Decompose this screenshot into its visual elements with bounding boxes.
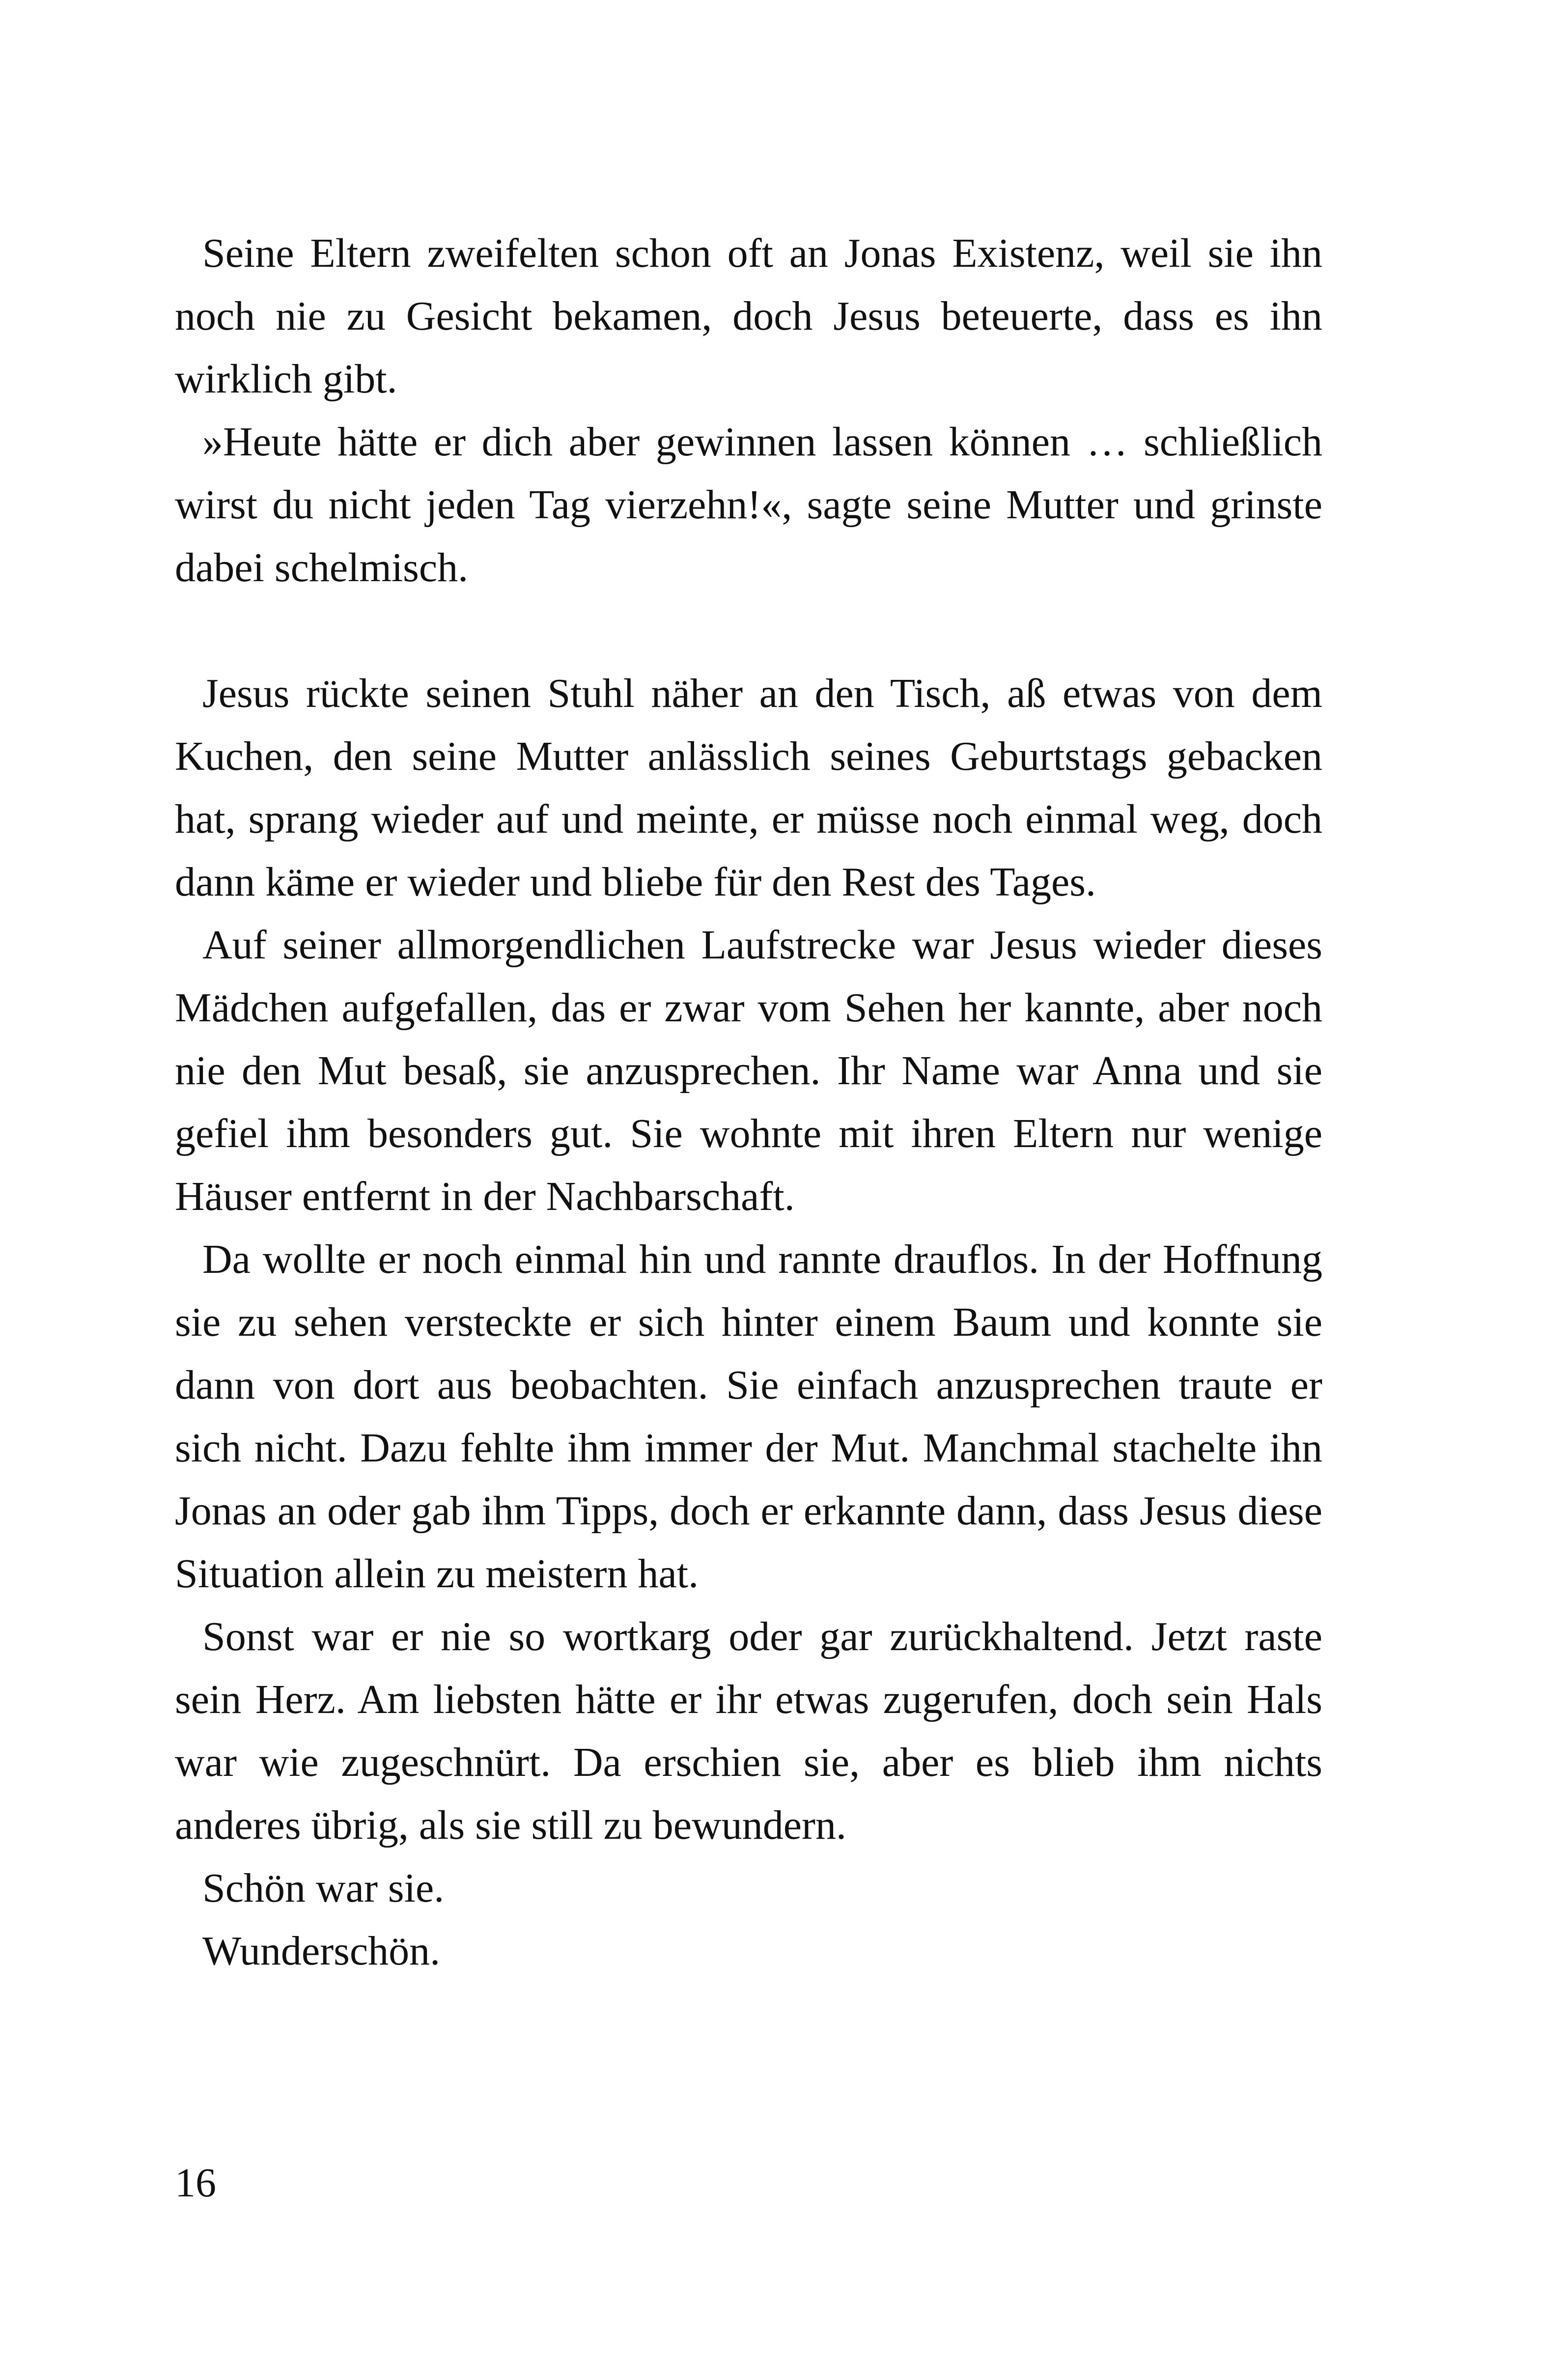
page-number: 16 xyxy=(175,2160,216,2206)
paragraph: Seine Eltern zweifelten schon oft an Jonas Existenz, weil sie ihn noch nie zu Gesicht bekamen, doch Jesus beteuerte, dass es ihn wirklich gibt. xyxy=(175,230,1322,402)
paragraph: Schön war sie. xyxy=(202,1865,445,1911)
paragraph: Jesus rückte seinen Stuhl näher an den Tisch, aß etwas von dem Kuchen, den seine Mutter anlässlich seines Geburtstags gebacken hat, sprang wieder auf und meinte, er müsse noch einmal weg, doch dann käme er wieder und bliebe für den Rest des Tages. xyxy=(175,671,1322,905)
paragraph: »Heute hätte er dich aber gewinnen lassen können … schließlich wirst du nicht jeden Tag vierzehn!«, sagte seine Mutter und grinste dabei schelmisch. xyxy=(175,419,1322,590)
paragraph: Auf seiner allmorgendlichen Laufstrecke war Jesus wieder dieses Mädchen aufgefallen, das er zwar vom Sehen her kannte, aber noch nie den Mut besaß, sie anzusprechen. Ihr Name war Anna und sie gefiel ihm besonders gut. Sie wohnte mit ihren Eltern nur wenige Häuser entfernt in der Nachbarschaft. xyxy=(175,922,1322,1219)
paragraph: Da wollte er noch einmal hin und rannte drauflos. In der Hoffnung sie zu sehen versteckte er sich hinter einem Baum und konnte sie dann von dort aus beobachten. Sie einfach anzusprechen traute er sich nicht. Dazu fehlte ihm immer der Mut. Manchmal stachelte ihn Jonas an oder gab ihm Tipps, doch er erkannte dann, dass Jesus diese Situation allein zu meistern hat. xyxy=(175,1236,1322,1597)
section-break xyxy=(175,599,1322,662)
paragraph: Sonst war er nie so wortkarg oder gar zurückhaltend. Jetzt raste sein Herz. Am liebsten hätte er ihr etwas zugerufen, doch sein Hals war wie zugeschnürt. Da erschien sie, aber es blieb ihm nichts anderes übrig, als sie still zu bewundern. xyxy=(175,1614,1322,1848)
paragraph: Wunderschön. xyxy=(202,1928,441,1974)
body-text xyxy=(175,222,1322,1983)
